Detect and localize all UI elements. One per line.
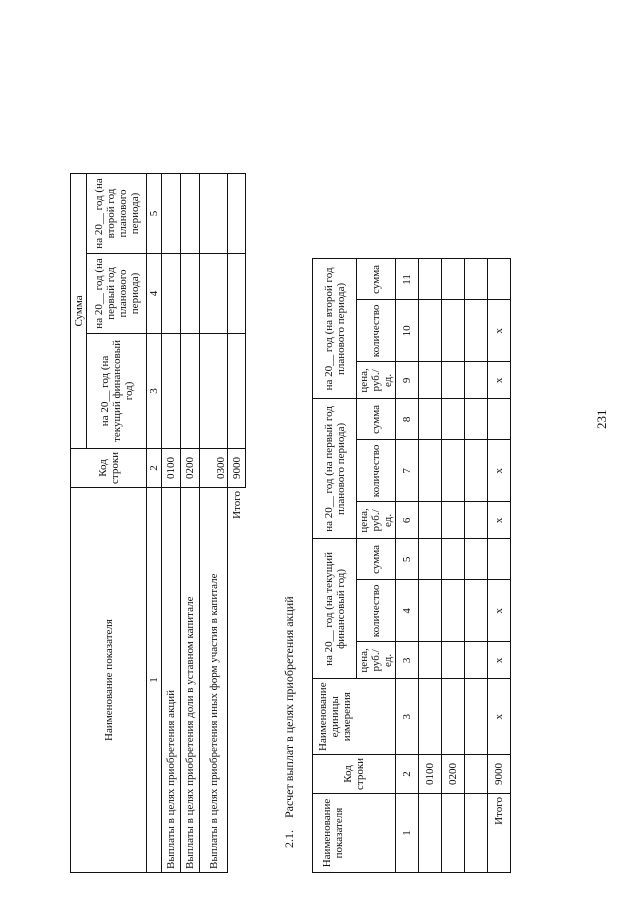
- value-cell: [442, 362, 465, 399]
- indicator-name: Выплаты в целях приобретения иных форм участия в капитале: [200, 488, 228, 873]
- header-sum-plan-year-1: на 20__ год (на первый год планового периода): [87, 253, 147, 333]
- value-cell: [465, 399, 488, 440]
- value-cell: [162, 253, 181, 333]
- value-cell: [181, 333, 200, 448]
- value-cell: [419, 300, 442, 362]
- value-cell: [419, 580, 442, 642]
- table-row: [200, 173, 228, 872]
- column-number: 3: [147, 333, 162, 448]
- header-plan-year-2: на 20__ год (на второй год планового периода): [313, 259, 357, 399]
- value-cell: [442, 580, 465, 642]
- value-cell: [442, 399, 465, 440]
- indicator-name: Выплаты в целях приобретения акций: [162, 488, 181, 873]
- total-code: 9000: [228, 448, 246, 487]
- column-number: 3: [396, 642, 419, 679]
- summary-table: [70, 173, 246, 873]
- section-title: Расчет выплат в целях приобретения акций: [282, 596, 296, 818]
- page-number: 231: [594, 409, 609, 429]
- total-row: [488, 259, 511, 873]
- row-code: 0100: [162, 448, 181, 487]
- column-number: 1: [396, 794, 419, 873]
- value-cell: [419, 440, 442, 502]
- value-cell: [442, 259, 465, 300]
- table-row: [162, 173, 181, 872]
- row-code: 0100: [419, 754, 442, 793]
- x-mark: x: [488, 362, 511, 399]
- header-sum-plan-year-2: на 20__ год (на второй год планового периода): [87, 173, 147, 253]
- value-cell: [419, 399, 442, 440]
- column-number: 2: [396, 754, 419, 793]
- column-number-row: [147, 173, 162, 872]
- header-sum-current-year: на 20__ год (на текущий финансовый год): [87, 333, 147, 448]
- column-number: 6: [396, 502, 419, 539]
- x-mark: x: [488, 440, 511, 502]
- column-number: 8: [396, 399, 419, 440]
- x-mark: x: [488, 502, 511, 539]
- value-cell: [419, 362, 442, 399]
- indicator-name: Выплаты в целях приобретения доли в уставном капитале: [181, 488, 200, 873]
- x-mark: x: [488, 642, 511, 679]
- header-price: цена, руб./ед.: [357, 502, 396, 539]
- value-cell: [465, 539, 488, 580]
- share-payments-table: [312, 258, 511, 873]
- total-row: [228, 173, 246, 872]
- indicator-name: [442, 794, 465, 873]
- section-number: 2.1.: [282, 830, 296, 848]
- value-cell: [200, 253, 228, 333]
- column-number: 7: [396, 440, 419, 502]
- row-code: 0200: [442, 754, 465, 793]
- value-cell: [162, 333, 181, 448]
- header-unit: Наименование единицы измерения: [313, 679, 396, 755]
- unit-cell: [419, 679, 442, 755]
- x-mark: x: [488, 300, 511, 362]
- value-cell: [465, 580, 488, 642]
- value-cell: [465, 300, 488, 362]
- column-number: 5: [147, 173, 162, 253]
- header-price: цена, руб./ед.: [357, 642, 396, 679]
- header-sum: сумма: [357, 399, 396, 440]
- table-row: [465, 259, 488, 873]
- value-cell: [200, 173, 228, 253]
- unit-cell: [442, 679, 465, 755]
- column-number: 4: [147, 253, 162, 333]
- value-cell: [200, 333, 228, 448]
- unit-cell: [465, 679, 488, 755]
- column-number: 4: [396, 580, 419, 642]
- header-row-code: Код строки: [71, 448, 147, 487]
- indicator-name: [465, 794, 488, 873]
- value-cell: [419, 539, 442, 580]
- header-indicator-name: Наименование показателя: [71, 488, 147, 873]
- header-sum: Сумма: [71, 173, 87, 448]
- header-sum: сумма: [357, 539, 396, 580]
- row-code: 0300: [200, 448, 228, 487]
- indicator-name: [419, 794, 442, 873]
- value-cell: [488, 539, 511, 580]
- value-cell: [442, 502, 465, 539]
- column-number-row: [396, 259, 419, 873]
- column-number: 10: [396, 300, 419, 362]
- header-quantity: количество: [357, 580, 396, 642]
- value-cell: [442, 539, 465, 580]
- table-row: [419, 259, 442, 873]
- value-cell: [465, 440, 488, 502]
- column-number: 2: [147, 448, 162, 487]
- total-label: Итого: [228, 488, 246, 873]
- value-cell: [465, 259, 488, 300]
- header-indicator-name: Наименование показателя: [313, 794, 396, 873]
- value-cell: [442, 300, 465, 362]
- value-cell: [228, 333, 246, 448]
- value-cell: [228, 253, 246, 333]
- value-cell: [488, 259, 511, 300]
- total-label: Итого: [488, 794, 511, 873]
- value-cell: [465, 362, 488, 399]
- value-cell: [488, 399, 511, 440]
- header-sum: сумма: [357, 259, 396, 300]
- header-price: цена, руб./ед.: [357, 362, 396, 399]
- header-plan-year-1: на 20__ год (на первый год планового периода): [313, 399, 357, 539]
- column-number: 9: [396, 362, 419, 399]
- row-code: [465, 754, 488, 793]
- column-number: 5: [396, 539, 419, 580]
- value-cell: [162, 173, 181, 253]
- header-current-year: на 20__ год (на текущий финансовый год): [313, 539, 357, 679]
- column-number: 1: [147, 488, 162, 873]
- header-quantity: количество: [357, 300, 396, 362]
- value-cell: [181, 173, 200, 253]
- x-mark: x: [488, 679, 511, 755]
- value-cell: [442, 440, 465, 502]
- header-row-code: Код строки: [313, 754, 396, 793]
- column-number: 3: [396, 679, 419, 755]
- total-code: 9000: [488, 754, 511, 793]
- value-cell: [181, 253, 200, 333]
- value-cell: [419, 259, 442, 300]
- column-number: 11: [396, 259, 419, 300]
- value-cell: [419, 642, 442, 679]
- value-cell: [419, 502, 442, 539]
- value-cell: [465, 642, 488, 679]
- x-mark: x: [488, 580, 511, 642]
- value-cell: [228, 173, 246, 253]
- section-caption: [282, 584, 297, 848]
- value-cell: [465, 502, 488, 539]
- table-row: [181, 173, 200, 872]
- value-cell: [442, 642, 465, 679]
- table-row: [442, 259, 465, 873]
- header-quantity: количество: [357, 440, 396, 502]
- row-code: 0200: [181, 448, 200, 487]
